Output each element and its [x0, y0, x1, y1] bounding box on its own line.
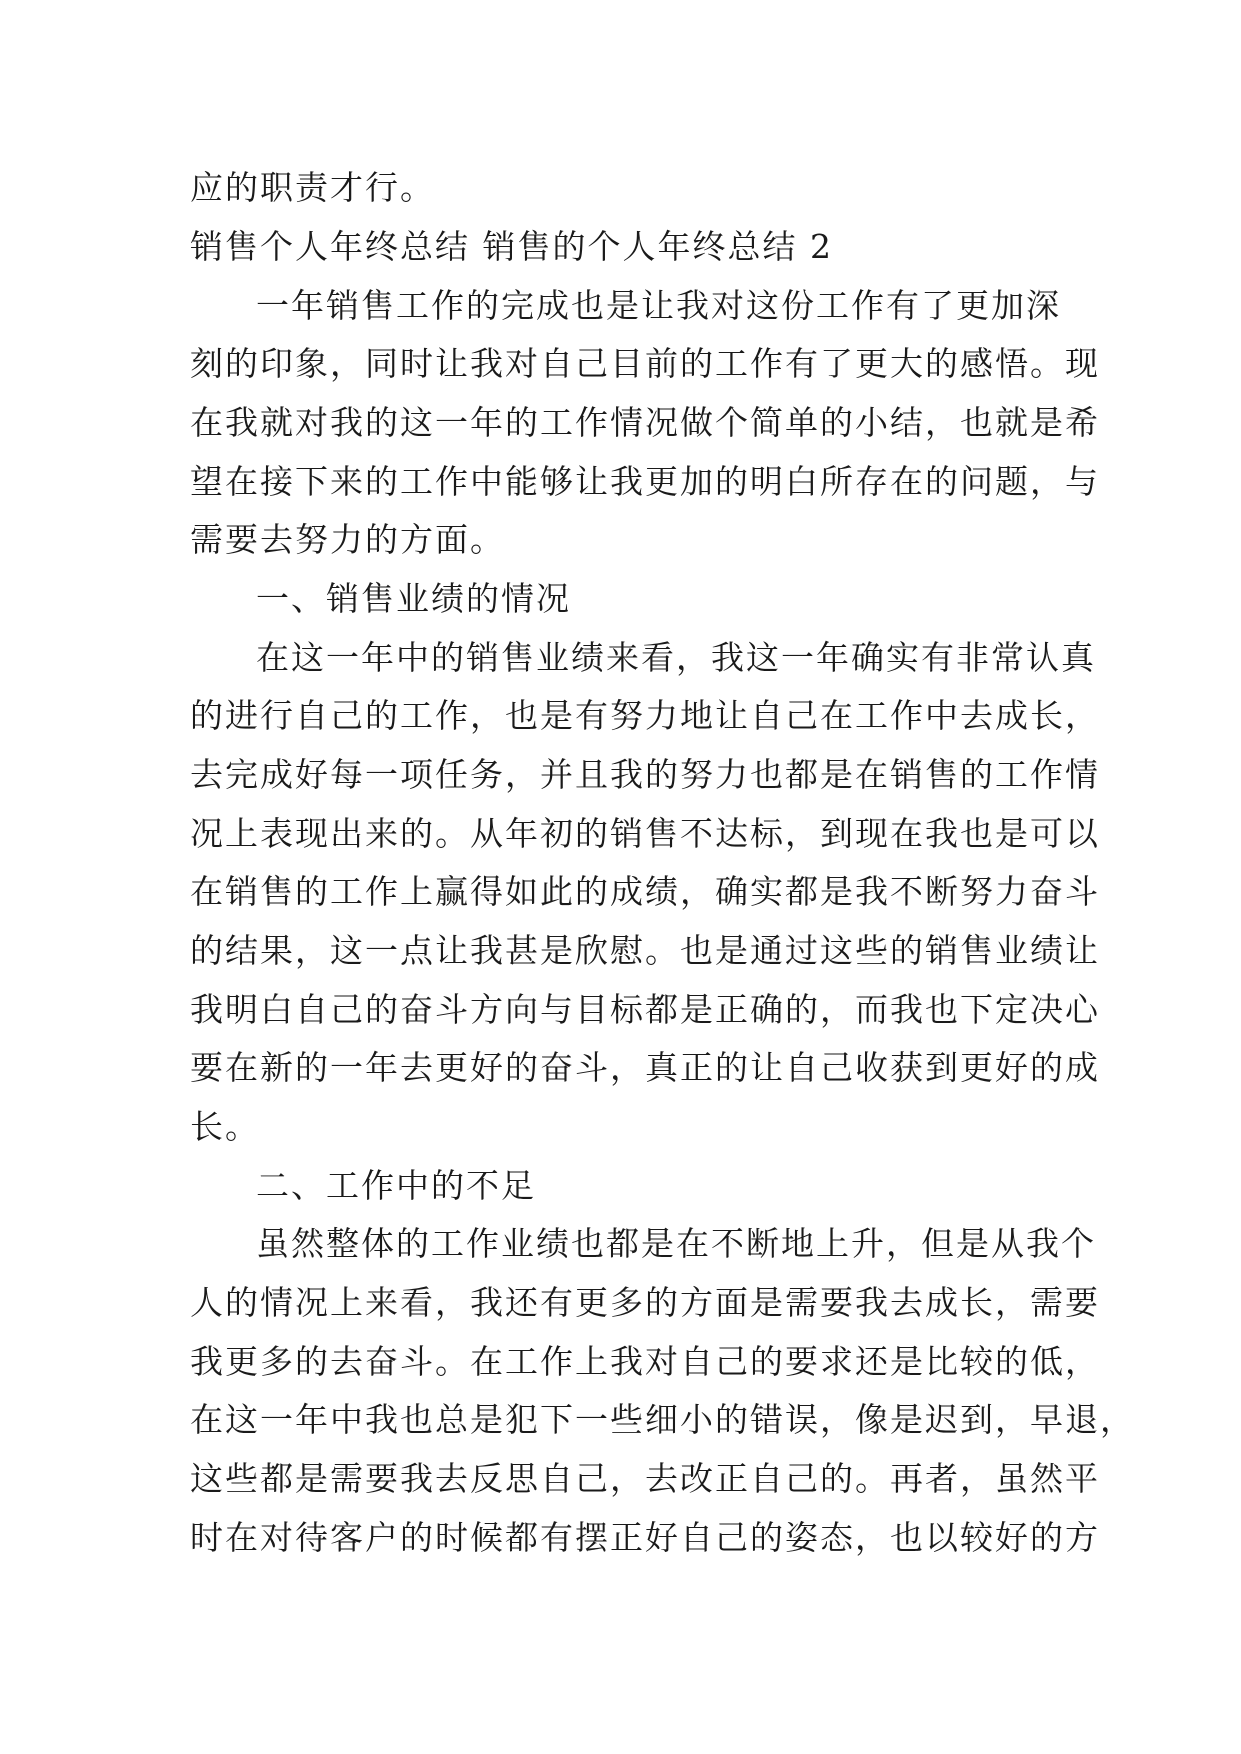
paragraph-line: 我更多的去奋斗。在工作上我对自己的要求还是比较的低， — [190, 1342, 1100, 1381]
paragraph-line: 在这一年中的销售业绩来看，我这一年确实有非常认真 — [256, 638, 1096, 677]
paragraph-line: 虽然整体的工作业绩也都是在不断地上升，但是从我个 — [256, 1224, 1096, 1263]
paragraph-line: 在我就对我的这一年的工作情况做个简单的小结，也就是希 — [190, 403, 1100, 442]
paragraph-line: 望在接下来的工作中能够让我更加的明白所存在的问题，与 — [190, 462, 1100, 501]
paragraph-line: 在销售的工作上赢得如此的成绩，确实都是我不断努力奋斗 — [190, 872, 1100, 911]
paragraph-line: 一年销售工作的完成也是让我对这份工作有了更加深 — [256, 286, 1061, 325]
paragraph-line: 的结果，这一点让我甚是欣慰。也是通过这些的销售业绩让 — [190, 931, 1100, 970]
paragraph-line: 这些都是需要我去反思自己，去改正自己的。再者，虽然平 — [190, 1459, 1100, 1498]
paragraph-line: 应的职责才行。 — [190, 168, 435, 207]
paragraph-line: 的进行自己的工作，也是有努力地让自己在工作中去成长， — [190, 696, 1100, 735]
paragraph-line: 在这一年中我也总是犯下一些细小的错误，像是迟到，早退， — [190, 1400, 1135, 1439]
paragraph-line: 去完成好每一项任务，并且我的努力也都是在销售的工作情 — [190, 755, 1100, 794]
subheading: 一、销售业绩的情况 — [256, 579, 571, 618]
section-title: 销售个人年终总结 销售的个人年终总结 2 — [190, 227, 833, 266]
paragraph-line: 要在新的一年去更好的奋斗，真正的让自己收获到更好的成 — [190, 1048, 1100, 1087]
subheading: 二、工作中的不足 — [256, 1166, 536, 1205]
paragraph-line: 人的情况上来看，我还有更多的方面是需要我去成长，需要 — [190, 1283, 1100, 1322]
paragraph-line: 需要去努力的方面。 — [190, 520, 505, 559]
paragraph-line: 长。 — [190, 1107, 260, 1146]
paragraph-line: 我明白自己的奋斗方向与目标都是正确的，而我也下定决心 — [190, 990, 1100, 1029]
paragraph-line: 况上表现出来的。从年初的销售不达标，到现在我也是可以 — [190, 814, 1100, 853]
paragraph-line: 时在对待客户的时候都有摆正好自己的姿态，也以较好的方 — [190, 1518, 1100, 1557]
paragraph-line: 刻的印象，同时让我对自己目前的工作有了更大的感悟。现 — [190, 344, 1100, 383]
